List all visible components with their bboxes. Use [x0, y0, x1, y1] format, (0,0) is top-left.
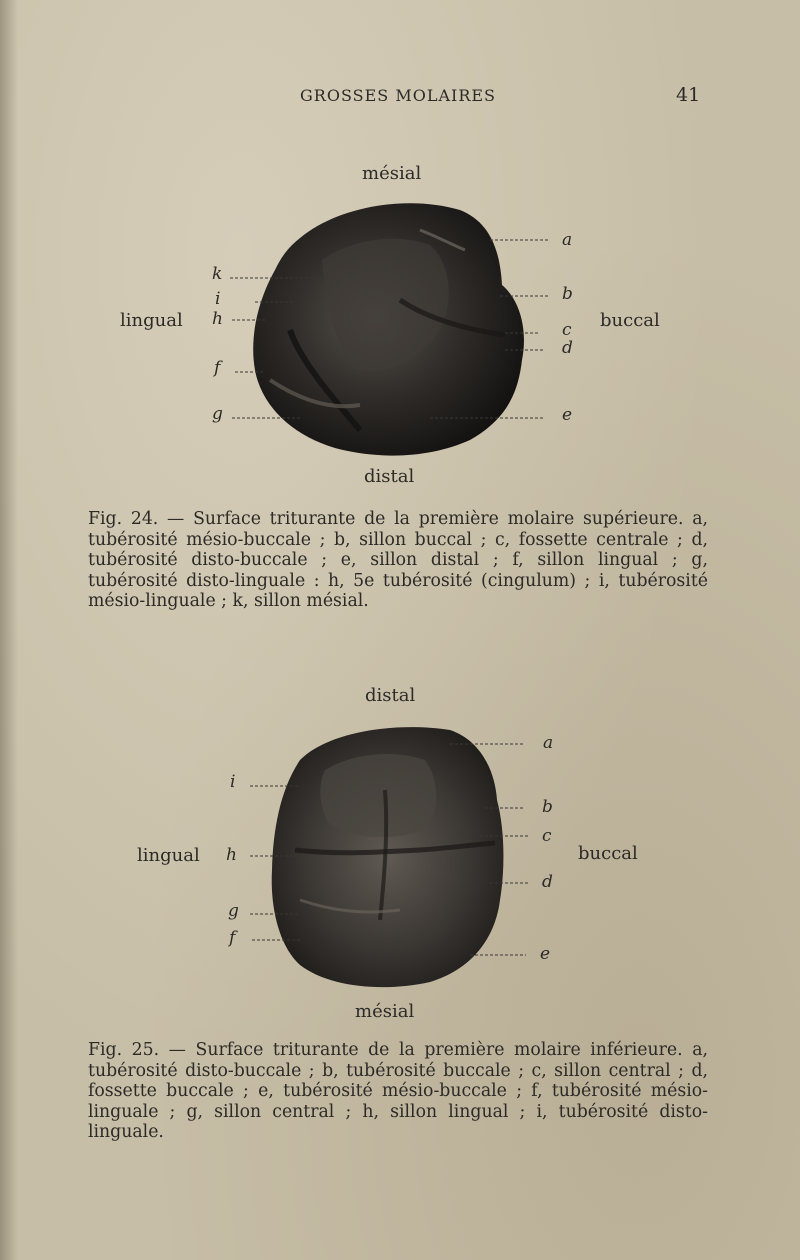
fig25-top-orientation-label: distal: [365, 685, 416, 706]
fig24-top-orientation-label: mésial: [362, 163, 422, 184]
figure24-caption: [88, 509, 708, 612]
fig24-letter-a: a: [562, 230, 573, 250]
fig24-letter-h: h: [212, 309, 223, 329]
running-title: GROSSES MOLAIRES: [300, 86, 496, 105]
fig25-left-orientation-label: lingual: [137, 845, 200, 866]
fig24-bottom-orientation-label: distal: [364, 466, 415, 487]
fig25-letter-g: g: [228, 901, 239, 921]
fig24-letter-b: b: [562, 284, 573, 304]
fig25-bottom-orientation-label: mésial: [355, 1001, 415, 1022]
fig25-letter-a: a: [543, 733, 554, 753]
fig25-letter-h: h: [226, 845, 237, 865]
fig24-right-orientation-label: buccal: [600, 310, 660, 331]
fig24-letter-i: i: [215, 289, 221, 309]
figure25-caption: [88, 1040, 708, 1143]
fig25-letter-b: b: [542, 797, 553, 817]
fig24-letter-k: k: [212, 264, 223, 284]
figure24-caption-body: a, tubérosité mésio-buccale ; b, sillon buccal ; c, fossette centrale ; d, tubérosité disto-buccale ; e, sillon distal ; f, sillon lingual ; g, tubérosité disto-linguale : h, 5e tubérosité (cingulum) ; i, tubérosité mésio-linguale ; k, sillon mésial.: [88, 509, 708, 611]
figure25-caption-lead: Fig. 25. — Surface triturante de la première molaire inférieure.: [88, 1040, 683, 1060]
fig25-right-orientation-label: buccal: [578, 843, 638, 864]
fig25-letter-i: i: [230, 772, 236, 792]
fig24-letter-e: e: [562, 405, 573, 425]
fig24-letter-d: d: [562, 338, 573, 358]
lower-molar-illustration: [272, 727, 504, 987]
figure25-caption-body: a, tubérosité disto-buccale ; b, tubérosité buccale ; c, sillon central ; d, fossette buccale ; e, tubérosité mésio-buccale ; f, tubérosité mésio-linguale ; g, sillon central ; h, sillon lingual ; i, tubérosité disto-linguale.: [88, 1040, 709, 1142]
fig24-letter-g: g: [212, 404, 223, 424]
fig24-left-orientation-label: lingual: [120, 310, 183, 331]
fig24-letter-c: c: [562, 320, 572, 340]
fig25-letter-f: f: [229, 928, 236, 948]
page-number: 41: [676, 84, 701, 106]
fig25-letter-d: d: [542, 872, 553, 892]
figure24-caption-lead: Fig. 24. — Surface triturante de la première molaire supérieure.: [88, 509, 684, 529]
fig24-letter-f: f: [214, 358, 221, 378]
fig25-letter-e: e: [540, 944, 551, 964]
fig25-letter-c: c: [542, 826, 552, 846]
